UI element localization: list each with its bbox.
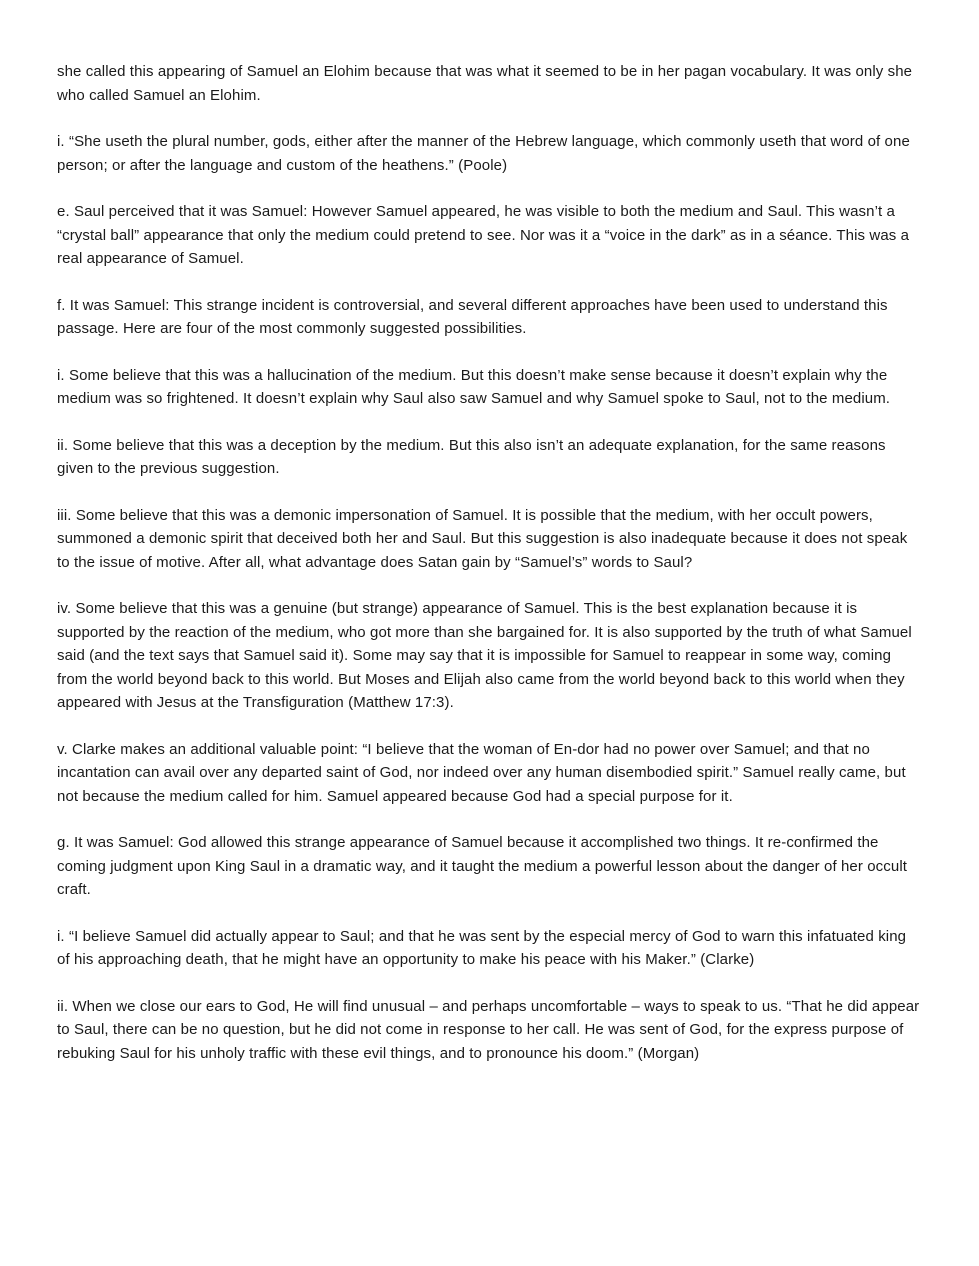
paragraph-morgan-quote: ii. When we close our ears to God, He will find unusual – and perhaps uncomfortable – ways to speak to us. “That he did appear to Saul, there can be no question, but he did not come in response to her call. He was sent of God, for the express purpose of rebuking Saul for his unholy traffic with these evil things, and to pronounce his doom.” (Morgan) <box>57 997 920 1062</box>
paragraph-god-allowed: g. It was Samuel: God allowed this strange appearance of Samuel because it accomplished two things. It re-confirmed the coming judgment upon King Saul in a dramatic way, and it taught the medium a powerful lesson about the danger of her occult craft. <box>57 834 908 898</box>
paragraph-saul-perceived: e. Saul perceived that it was Samuel: However Samuel appeared, he was visible to both the medium and Saul. This wasn’t a “crystal ball” appearance that only the medium could pretend to see. Nor was it a “voice in the dark” as in a séance. This was a real appearance of Samuel. <box>57 203 910 267</box>
paragraph-poole-quote: i. “She useth the plural number, gods, either after the manner of the Hebrew language, which commonly useth that word of one person; or after the language and custom of the heathens.” (Poole) <box>57 133 910 174</box>
paragraph-hallucination-view: i. Some believe that this was a hallucination of the medium. But this doesn’t make sense because it doesn’t explain why the medium was so frightened. It doesn’t explain why Saul also saw Samuel and why Samuel spoke to Saul, not to the medium. <box>57 366 891 407</box>
paragraph-clarke-point: v. Clarke makes an additional valuable point: “I believe that the woman of En-dor had no power over Samuel; and that no incantation can avail over any departed saint of God, nor indeed over any human disembodied spirit.” Samuel really came, but not because the medium called for him. Samuel appeared because God had a special purpose for it. <box>57 740 906 805</box>
paragraph-elohim-intro: she called this appearing of Samuel an Elohim because that was what it seemed to be in her pagan vocabulary. It was only she who called Samuel an Elohim. <box>57 63 913 104</box>
paragraph-clarke-quote: i. “I believe Samuel did actually appear to Saul; and that he was sent by the especial mercy of God to warn this infatuated king of his approaching death, that he might have an opportunity to make his peace with his Maker.” (Clarke) <box>57 927 907 968</box>
paragraph-it-was-samuel: f. It was Samuel: This strange incident is controversial, and several different approaches have been used to understand this passage. Here are four of the most commonly suggested possibilities. <box>57 296 888 337</box>
paragraph-demonic-view: iii. Some believe that this was a demonic impersonation of Samuel. It is possible that the medium, with her occult powers, summoned a demonic spirit that deceived both her and Saul. But this suggestion is also inadequate because it does not speak to the issue of motive. After all, what advantage does Satan gain by “Samuel’s” words to Saul? <box>57 506 908 571</box>
paragraph-genuine-appearance-view: iv. Some believe that this was a genuine (but strange) appearance of Samuel. This is the best explanation because it is supported by the reaction of the medium, who got more than she bargained for. It is also supported by the truth of what Samuel said (and the text says that Samuel said it). Some may say that it is impossible for Samuel to reappear in some way, coming from the world beyond back to this world. But Moses and Elijah also came from the world beyond back to this world when they appeared with Jesus at the Transfiguration (Matthew 17:3). <box>57 600 912 711</box>
paragraph-deception-view: ii. Some believe that this was a deception by the medium. But this also isn’t an adequate explanation, for the same reasons given to the previous suggestion. <box>57 436 886 477</box>
